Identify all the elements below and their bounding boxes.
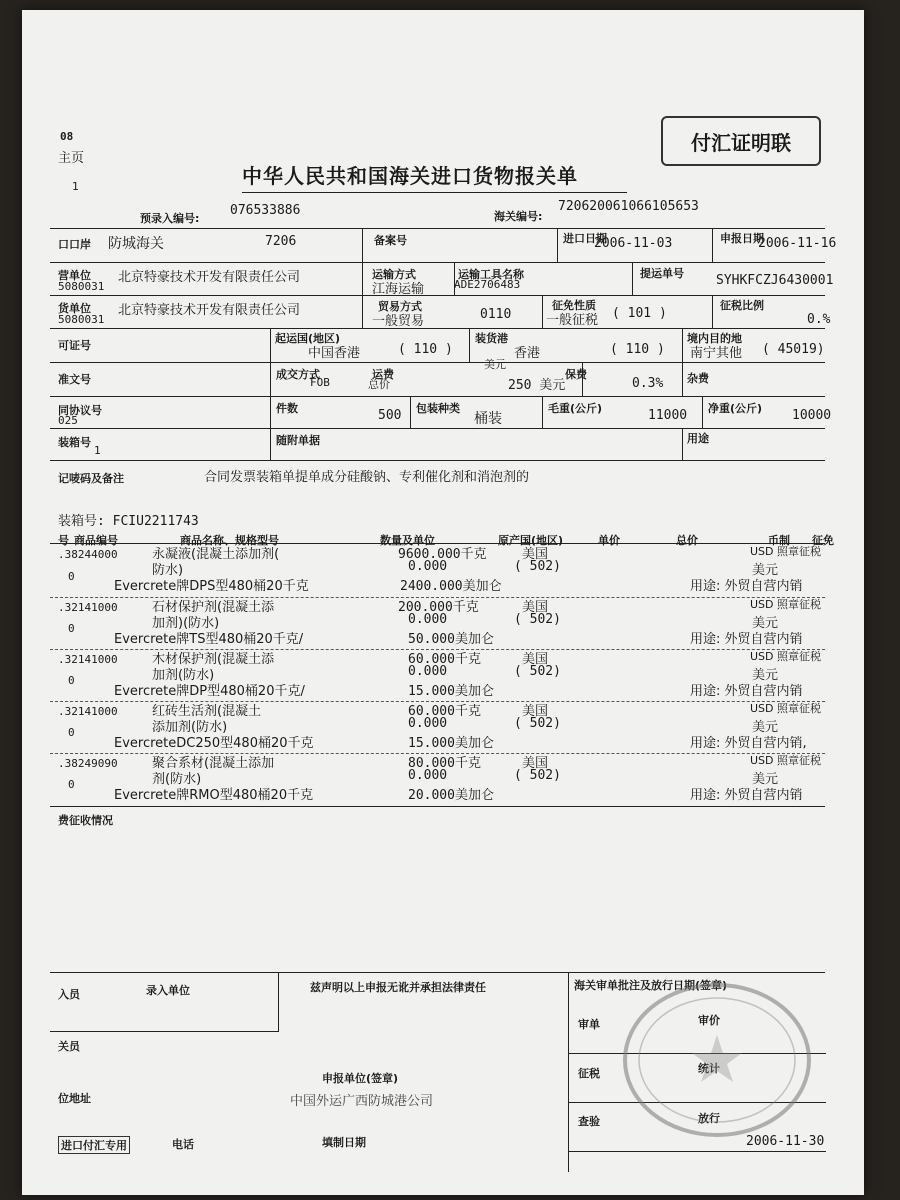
origin-country-label: 起运国(地区) — [275, 332, 341, 345]
marks-label: 记唛码及备注 — [58, 472, 124, 485]
destination-label: 境内目的地 — [687, 332, 742, 345]
bill-of-lading-label: 提运单号 — [640, 267, 684, 280]
consignee-name: 北京特豪技术开发有限责任公司 — [118, 270, 301, 285]
container-number: 装箱号: FCIU2211743 — [58, 514, 199, 529]
customs-declaration-sheet — [22, 10, 864, 1195]
inspection-label: 查验 — [578, 1115, 600, 1128]
declaring-unit-name: 中国外运广西防城港公司 — [290, 1094, 434, 1109]
grid-line — [568, 972, 569, 1172]
package-label: 包装种类 — [416, 402, 460, 415]
grid-line — [50, 362, 825, 363]
destination: 南宁其他 — [690, 346, 743, 361]
trade-code: 0110 — [480, 307, 512, 322]
page-label: 主页 — [58, 151, 85, 166]
trade-mode-label: 贸易方式 — [378, 300, 422, 313]
gross-weight-label: 毛重(公斤) — [548, 402, 603, 415]
port-value: 防城海关 — [108, 236, 164, 252]
page-title: 中华人民共和国海关进口货物报关单 — [242, 164, 578, 188]
goods-index: 0 — [68, 674, 75, 687]
insurance-label: 保费 — [565, 368, 587, 381]
statistics-label: 统计 — [698, 1062, 720, 1075]
attached-docs-label: 随附单据 — [276, 434, 320, 447]
tax-ratio: 0.% — [807, 312, 831, 327]
goods-hs-code: .32141000 — [58, 601, 118, 614]
container-label: 装箱号 — [58, 436, 91, 449]
freight-type: 总价 — [368, 378, 390, 391]
goods-qty: 60.000千克 — [408, 704, 481, 719]
goods-origin: 美国 — [522, 652, 549, 667]
goods-model: Evercrete牌DPS型480桶20千克 — [114, 579, 309, 594]
goods-index: 0 — [68, 778, 75, 791]
user-name: 北京特豪技术开发有限责任公司 — [118, 303, 301, 318]
entry-unit-label: 录入单位 — [146, 984, 190, 997]
goods-currency: USD 照章征税 — [750, 702, 822, 715]
grid-line — [712, 228, 713, 262]
goods-name-2: 防水) — [152, 563, 184, 578]
grid-line — [50, 328, 825, 329]
deal-mode-label: 成交方式 — [276, 368, 320, 381]
port-code: 7206 — [265, 234, 297, 249]
goods-col-name: 商品名称、规格型号 — [180, 534, 279, 547]
special-use-stamp: 进口付汇专用 — [58, 1136, 130, 1154]
goods-col-currency: 币制 — [768, 534, 790, 547]
approval-label: 准文号 — [58, 373, 91, 386]
user-label: 货单位 — [58, 302, 91, 315]
goods-currency-name: 美元 — [752, 772, 779, 787]
goods-use: 用途: 外贸自营内销 — [690, 579, 803, 594]
goods-origin: 美国 — [522, 704, 549, 719]
goods-qty: 9600.000千克 — [398, 547, 487, 562]
goods-currency: USD 照章征税 — [750, 754, 822, 767]
pre-entry-number: 076533886 — [230, 203, 301, 218]
goods-index: 0 — [68, 622, 75, 635]
net-weight-label: 净重(公斤) — [708, 402, 763, 415]
port-label: 口口岸 — [58, 238, 91, 251]
origin-country-code: ( 110 ) — [398, 342, 453, 357]
use-label: 用途 — [687, 432, 709, 445]
grid-line — [632, 262, 633, 295]
release-label: 放行 — [698, 1112, 720, 1125]
license-label: 可证号 — [58, 339, 91, 352]
grid-line — [568, 1151, 826, 1152]
deal-mode: FOB — [310, 376, 330, 389]
goods-col-price: 单价 — [598, 534, 620, 547]
goods-currency: USD 照章征税 — [750, 598, 822, 611]
grid-line — [50, 262, 825, 263]
goods-name: 红砖生活剂(混凝土 — [152, 704, 262, 719]
grid-line — [50, 228, 825, 229]
goods-use: 用途: 外贸自营内销 — [690, 632, 803, 647]
tax-nature-code: ( 101 ) — [612, 306, 667, 321]
goods-origin: 美国 — [522, 600, 549, 615]
grid-line — [469, 328, 470, 362]
declaring-unit-label: 申报单位(签章) — [322, 1072, 399, 1085]
transport-mode: 江海运输 — [372, 282, 425, 297]
grid-line — [50, 428, 825, 429]
bill-of-lading-number: SYHKFCZJ6430001 — [716, 273, 834, 288]
declaration-statement: 兹声明以上申报无讹并承担法律责任 — [310, 981, 486, 994]
goods-qty-3: 20.000美加仑 — [408, 788, 494, 803]
vessel-name: ADE2706483 — [454, 278, 521, 291]
goods-currency: USD 照章征税 — [750, 545, 822, 558]
unit-address-label: 位地址 — [58, 1092, 91, 1105]
consignee-label: 营单位 — [58, 269, 91, 282]
tax-collection-label: 征税 — [578, 1067, 600, 1080]
tax-nature-label: 征免性质 — [552, 299, 596, 312]
freight-currency: 美元 — [484, 358, 506, 371]
declare-date: 2006-11-16 — [758, 236, 837, 251]
goods-name-2: 加剂)(防水) — [152, 616, 220, 631]
grid-line — [682, 428, 683, 460]
page-number: 1 — [72, 180, 79, 193]
package-type: 桶装 — [474, 411, 502, 427]
goods-name: 永凝液(混凝土添加剂( — [152, 547, 280, 562]
goods-hs-code: .38244000 — [58, 548, 118, 561]
goods-origin-code: ( 502) — [514, 612, 561, 627]
goods-origin-code: ( 502) — [514, 664, 561, 679]
grid-line — [702, 396, 703, 428]
goods-qty-3: 15.000美加仑 — [408, 736, 494, 751]
declare-date-label: 申报日期 — [720, 232, 764, 245]
goods-qty-2: 0.000 — [408, 768, 448, 783]
goods-origin: 美国 — [522, 547, 549, 562]
customs-seal-icon — [607, 975, 837, 1145]
loading-port-code: ( 110 ) — [610, 342, 665, 357]
goods-name: 石材保护剂(混凝土添 — [152, 600, 275, 615]
goods-model: EvercreteDC250型480桶20千克 — [114, 736, 314, 751]
payment-certificate-stamp: 付汇证明联 — [661, 116, 821, 166]
freight-label: 运费 — [372, 368, 394, 381]
goods-qty-3: 15.000美加仑 — [408, 684, 494, 699]
grid-line — [50, 460, 825, 461]
footer-top-line — [50, 972, 825, 973]
tax-ratio-label: 征税比例 — [720, 299, 764, 312]
user-code: 5080031 — [58, 313, 105, 326]
goods-name-2: 添加剂(防水) — [152, 720, 228, 735]
goods-qty-2: 0.000 — [408, 612, 448, 627]
grid-line — [50, 295, 825, 296]
goods-qty: 80.000千克 — [408, 756, 481, 771]
goods-model: Evercrete牌DP型480桶20千克/ — [114, 684, 305, 699]
goods-col-origin: 原产国(地区) — [498, 534, 564, 547]
goods-index: 0 — [68, 570, 75, 583]
goods-use: 用途: 外贸自营内销 — [690, 684, 803, 699]
goods-qty-2: 0.000 — [408, 716, 448, 731]
net-weight: 10000 — [792, 408, 832, 423]
freight-value: 250 美元 — [508, 378, 566, 393]
container-count: 1 — [94, 444, 101, 457]
goods-col-total: 总价 — [676, 534, 698, 547]
goods-use: 用途: 外贸自营内销, — [690, 736, 807, 751]
origin-country: 中国香港 — [308, 346, 361, 361]
vessel-label: 运输工具名称 — [458, 268, 524, 281]
tax-nature: 一般征税 — [546, 313, 599, 328]
grid-line — [270, 328, 271, 460]
consignee-code: 5080031 — [58, 280, 105, 293]
declarer-label: 关员 — [58, 1040, 80, 1053]
grid-line — [410, 396, 411, 428]
pieces-value: 500 — [378, 408, 402, 423]
loading-port: 香港 — [514, 346, 541, 361]
goods-col-qty: 数量及单位 — [380, 534, 435, 547]
grid-line — [362, 228, 363, 329]
goods-qty-3: 2400.000美加仑 — [400, 579, 502, 594]
grid-line — [682, 328, 683, 396]
customs-number-label: 海关编号: — [494, 210, 543, 223]
pre-entry-label: 预录入编号: — [140, 212, 200, 225]
goods-currency-name: 美元 — [752, 616, 779, 631]
goods-currency-name: 美元 — [752, 563, 779, 578]
gross-weight: 11000 — [648, 408, 688, 423]
goods-table-bottom — [50, 806, 825, 807]
goods-qty-2: 0.000 — [408, 559, 448, 574]
goods-hs-code: .32141000 — [58, 705, 118, 718]
destination-code: ( 45019) — [762, 342, 825, 357]
goods-origin: 美国 — [522, 756, 549, 771]
price-review-label: 审价 — [698, 1014, 720, 1027]
grid-line — [542, 295, 543, 328]
phone-label: 电话 — [172, 1138, 194, 1151]
grid-line — [278, 972, 279, 1032]
grid-line — [542, 396, 543, 428]
review-label: 审单 — [578, 1018, 600, 1031]
goods-origin-code: ( 502) — [514, 716, 561, 731]
transport-mode-label: 运输方式 — [372, 268, 416, 281]
goods-currency-name: 美元 — [752, 668, 779, 683]
loading-port-label: 装货港 — [475, 332, 508, 345]
pieces-label: 件数 — [276, 402, 298, 415]
insurance-value: 0.3% — [632, 376, 664, 391]
marks-remarks: 合同发票装箱单提单成分硅酸钠、专利催化剂和消泡剂的 — [204, 470, 530, 485]
goods-col-tax: 征免 — [812, 534, 834, 547]
fill-date-label: 填制日期 — [322, 1136, 366, 1149]
goods-name-2: 加剂(防水) — [152, 668, 215, 683]
goods-currency: USD 照章征税 — [750, 650, 822, 663]
trade-mode: 一般贸易 — [372, 314, 425, 329]
customs-number: 720620061066105653 — [558, 199, 699, 214]
goods-origin-code: ( 502) — [514, 559, 561, 574]
goods-hs-code: .38249090 — [58, 757, 118, 770]
grid-line — [50, 1031, 278, 1032]
goods-currency-name: 美元 — [752, 720, 779, 735]
grid-line — [712, 295, 713, 328]
goods-qty: 60.000千克 — [408, 652, 481, 667]
grid-line — [557, 228, 558, 262]
release-date: 2006-11-30 — [746, 1134, 825, 1149]
import-date: 2006-11-03 — [594, 236, 673, 251]
goods-name-2: 剂(防水) — [152, 772, 202, 787]
misc-fee-label: 杂费 — [687, 372, 709, 385]
goods-model: Evercrete牌RMO型480桶20千克 — [114, 788, 314, 803]
goods-col-no: 号 — [58, 534, 69, 547]
page-code: 08 — [60, 130, 74, 143]
grid-line — [50, 396, 825, 397]
customs-approval-label: 海关审单批注及放行日期(签章) — [574, 979, 728, 992]
goods-qty-3: 50.000美加仑 — [408, 632, 494, 647]
goods-index: 0 — [68, 726, 75, 739]
goods-name: 木材保护剂(混凝土添 — [152, 652, 275, 667]
goods-name: 聚合系材(混凝土添加 — [152, 756, 275, 771]
contract-label: 同协议号 — [58, 404, 102, 417]
goods-qty-2: 0.000 — [408, 664, 448, 679]
goods-col-hs: 商品编号 — [74, 534, 118, 547]
goods-use: 用途: 外贸自营内销 — [690, 788, 803, 803]
contract-number: 025 — [58, 414, 78, 427]
goods-hs-code: .32141000 — [58, 653, 118, 666]
import-date-label: 进口日期 — [563, 232, 607, 245]
tax-status-label: 费征收情况 — [58, 814, 113, 827]
goods-model: Evercrete牌TS型480桶20千克/ — [114, 632, 304, 647]
record-label: 备案号 — [374, 234, 407, 247]
entry-clerk-label: 入员 — [58, 988, 80, 1001]
goods-qty: 200.000千克 — [398, 600, 479, 615]
goods-origin-code: ( 502) — [514, 768, 561, 783]
title-underline — [242, 192, 627, 193]
